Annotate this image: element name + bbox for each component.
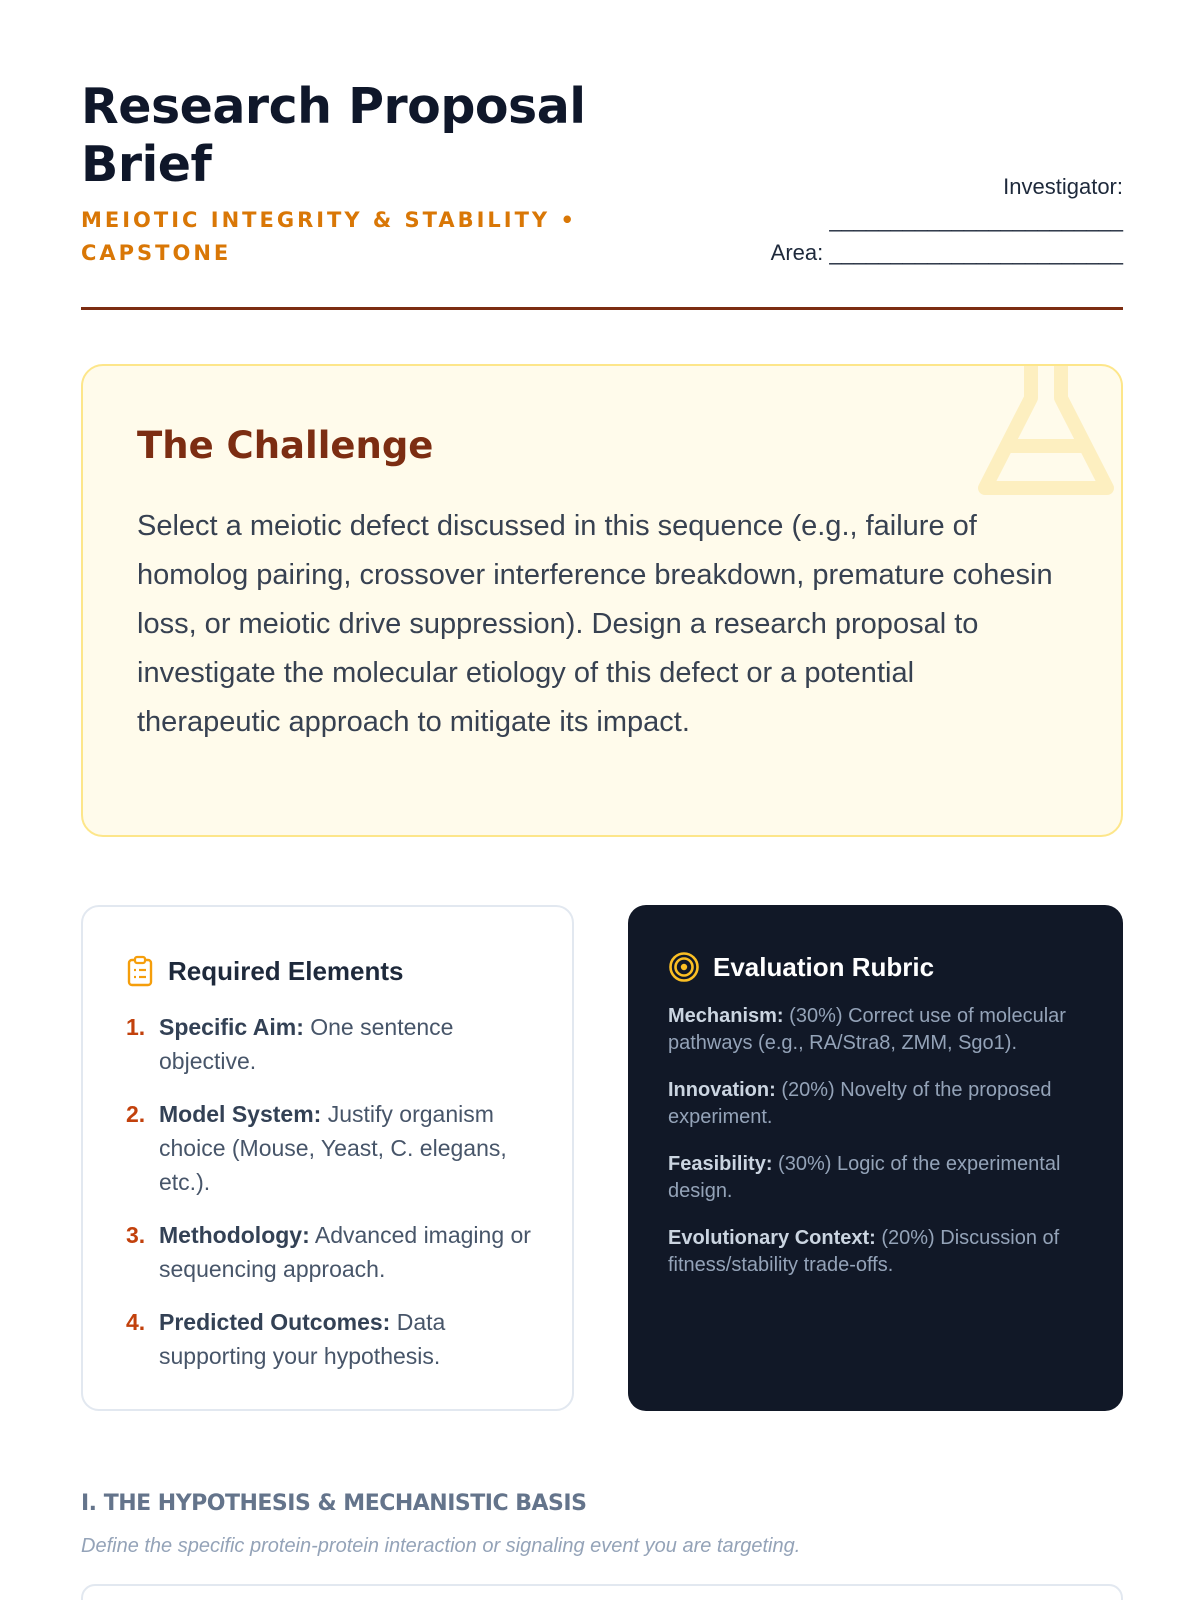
required-elements-heading: Required Elements bbox=[168, 955, 404, 986]
evaluation-rubric-card bbox=[628, 905, 1123, 1411]
rubric-item: Evolutionary Context: (20%) Discussion of fitness/stability trade-offs. bbox=[668, 1227, 1060, 1276]
section-title: I. THE HYPOTHESIS & MECHANISTIC BASIS bbox=[81, 1491, 587, 1516]
section-description: Define the specific protein-protein interaction or signaling event you are targeting. bbox=[81, 1535, 801, 1557]
rubric-heading: Evaluation Rubric bbox=[713, 951, 935, 982]
page-title: Research Proposal Brief bbox=[81, 78, 586, 193]
header-divider bbox=[81, 307, 1123, 310]
required-elements-list bbox=[126, 1010, 546, 1392]
challenge-card bbox=[81, 364, 1123, 837]
required-elements-card bbox=[81, 905, 574, 1411]
page-subtitle: MEIOTIC INTEGRITY & STABILITY • CAPSTONE bbox=[81, 208, 577, 265]
rubric-item: Innovation: (20%) Novelty of the proposed experiment. bbox=[668, 1079, 1052, 1128]
challenge-heading: The Challenge bbox=[137, 424, 434, 467]
challenge-body: Select a meiotic defect discussed in this sequence (e.g., failure of homolog pairing, crossover interference breakdown, premature cohesin loss, or meiotic drive suppression). Design a research proposal to investigate the molecular etiology of this defect or a potential therapeutic approach to mitigate its impact. bbox=[137, 510, 1053, 738]
clipboard-icon bbox=[126, 955, 154, 987]
rubric-header bbox=[668, 947, 934, 987]
document-header bbox=[81, 78, 1123, 310]
investigator-field[interactable]: Investigator: ________________________ bbox=[829, 174, 1123, 232]
list-item: 4. Predicted Outcomes: Data supporting your hypothesis. bbox=[126, 1309, 446, 1369]
required-elements-header bbox=[126, 951, 404, 991]
list-item: 2. Model System: Justify organism choice (Mouse, Yeast, C. elegans, etc.). bbox=[126, 1101, 507, 1195]
flask-icon bbox=[971, 364, 1121, 518]
list-item: 3. Methodology: Advanced imaging or sequencing approach. bbox=[126, 1222, 531, 1282]
hypothesis-answer-box[interactable] bbox=[81, 1584, 1123, 1600]
meta-fields bbox=[763, 170, 1123, 269]
area-field[interactable]: Area: ________________________ bbox=[770, 240, 1123, 265]
target-icon bbox=[668, 951, 700, 983]
rubric-item: Feasibility: (30%) Logic of the experimental design. bbox=[668, 1153, 1061, 1202]
list-item: 1. Specific Aim: One sentence objective. bbox=[126, 1014, 454, 1074]
rubric-item: Mechanism: (30%) Correct use of molecular pathways (e.g., RA/Stra8, ZMM, Sgo1). bbox=[668, 1005, 1066, 1054]
rubric-list bbox=[668, 1003, 1088, 1299]
